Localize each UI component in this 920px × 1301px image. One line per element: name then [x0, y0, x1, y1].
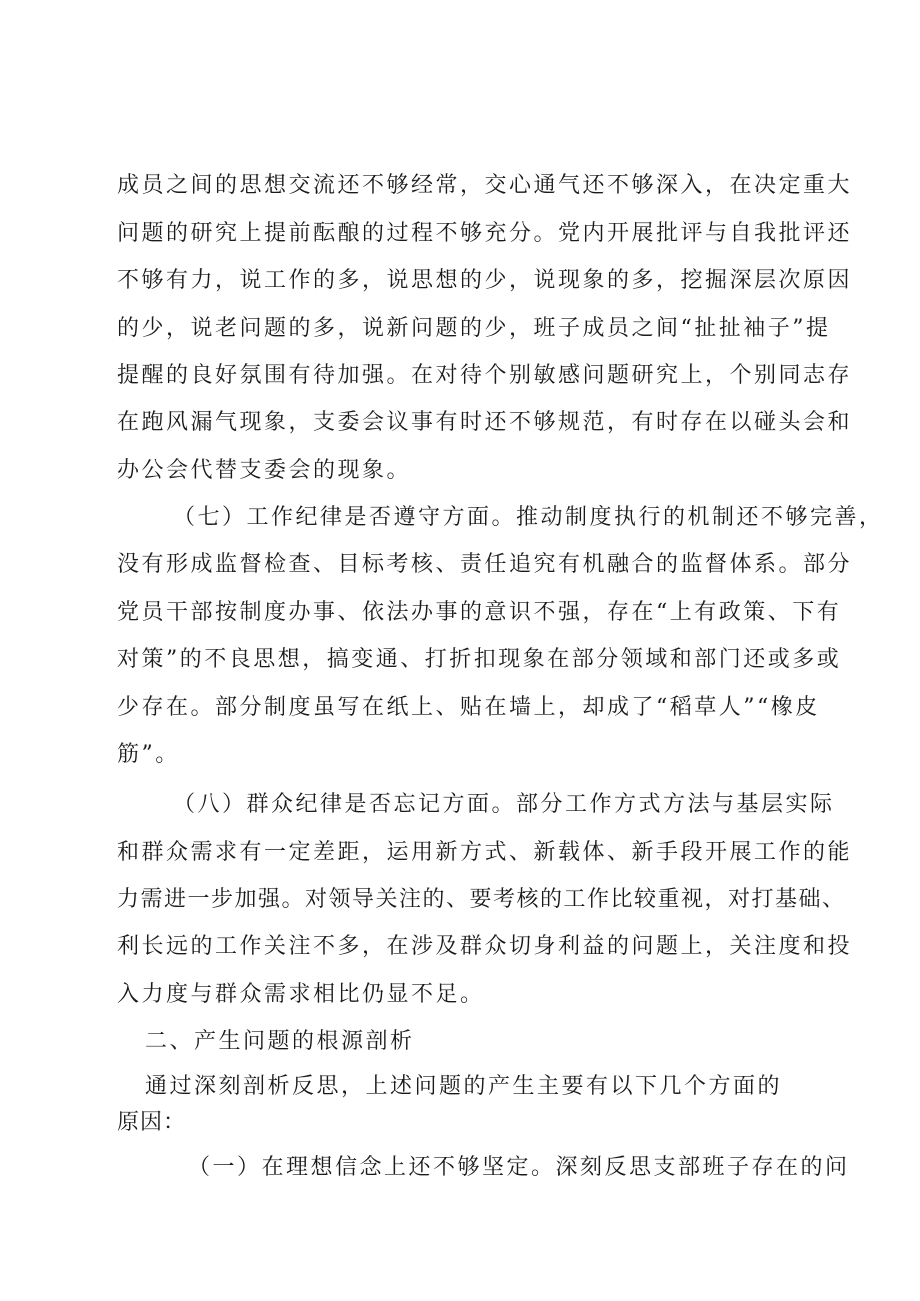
body-text-line: 不够有力，说工作的多，说思想的少，说现象的多，挖掘深层次原因 [117, 268, 853, 293]
body-text-line: 成员之间的思想交流还不够经常，交心通气还不够深入，在决定重大 [117, 173, 853, 198]
body-text-line: 力需进一步加强。对领导关注的、要考核的工作比较重视，对打基础、 [117, 887, 846, 912]
body-text-line: 原因： [117, 1110, 187, 1135]
body-text-line: 没有形成监督检查、目标考核、责任追究有机融合的监督体系。部分 [117, 552, 853, 577]
body-text-line: 筋”。 [117, 742, 180, 767]
body-text-line: 入力度与群众需求相比仍显不足。 [117, 982, 485, 1007]
body-text-line: 通过深刻剖析反思，上述问题的产生主要有以下几个方面的 [145, 1074, 783, 1099]
body-text-line: 的少，说老问题的多，说新问题的少，班子成员之间“扯扯袖子”提 [117, 316, 831, 341]
body-text-line: 提醒的良好氛围有待加强。在对待个别敏感问题研究上，个别同志存 [117, 363, 853, 388]
body-text-line: 对策”的不良思想，搞变通、打折扣现象在部分领域和部门还或多或 [117, 647, 842, 672]
body-text-line: 党员干部按制度办事、依法办事的意识不强，存在“上有政策、下有 [117, 600, 842, 625]
section-paragraph-start-7: （七）工作纪律是否遵守方面。推动制度执行的机制还不够完善， [173, 505, 884, 530]
section-paragraph-start-1: （一）在理想信念上还不够坚定。深刻反思支部班子存在的问 [188, 1155, 850, 1180]
body-text-line: 利长远的工作关注不多，在涉及群众切身利益的问题上，关注度和投 [117, 934, 853, 959]
body-text-line: 在跑风漏气现象，支委会议事有时还不够规范，有时存在以碰头会和 [117, 410, 853, 435]
section-paragraph-start-8: （八）群众纪律是否忘记方面。部分工作方式方法与基层实际 [173, 792, 835, 817]
body-text-line: 和群众需求有一定差距，运用新方式、新载体、新手段开展工作的能 [117, 840, 853, 865]
body-text-line: 问题的研究上提前酝酿的过程不够充分。党内开展批评与自我批评还 [117, 221, 853, 246]
body-text-line: 办公会代替支委会的现象。 [117, 458, 412, 483]
section-heading: 二、产生问题的根源剖析 [145, 1029, 415, 1054]
body-text-line: 少存在。部分制度虽写在纸上、贴在墙上，却成了“稻草人”“橡皮 [117, 695, 820, 720]
